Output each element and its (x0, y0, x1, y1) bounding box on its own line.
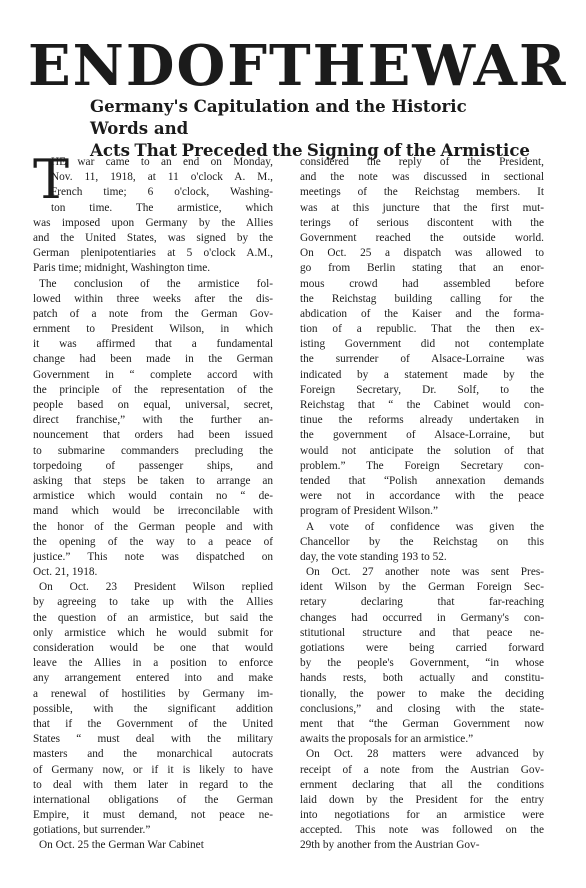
title-word: THE (268, 33, 413, 99)
text-line: of Germany now, or if it is likely to have (33, 763, 273, 776)
text-line: to deal with them later in regard to the (33, 778, 273, 791)
text-line: accepted. This note was followed on the (300, 824, 544, 837)
text-line: a renewal of hostilities by Germany im- (33, 687, 273, 700)
text-line: the opening of the way to a peace of (33, 535, 273, 548)
text-line: the surrender of Alsace-Lorraine was (300, 353, 544, 366)
text-line: awaits the proposals for an armistice.” (300, 733, 474, 746)
text-line: justice.” This note was dispatched on (33, 550, 273, 563)
text-line: considered the reply of the President, (300, 156, 544, 168)
text-line: into negotiations for an armistice were (300, 809, 544, 822)
text-line: only armistice which he would submit for (33, 626, 273, 639)
text-line: direct franchise,” with the further an- (33, 414, 273, 427)
text-line: terings of serious discontent with the (300, 216, 544, 229)
text-line: On Oct. 28 matters were advanced by (306, 748, 544, 761)
text-line: tion of a republic. That the then ex- (300, 323, 544, 336)
subtitle-word: That (134, 140, 178, 160)
text-line: to submarine commanders precluding the (33, 444, 273, 457)
text-line: any arrangement entered into and make (33, 672, 273, 685)
right-column (300, 155, 544, 854)
text-line: Oct. 21, 1918. (33, 566, 98, 579)
text-line: On Oct. 27 another note was sent Pres- (306, 566, 544, 579)
text-line: Paris time; midnight, Washington time. (33, 262, 211, 275)
text-line: mous crowd had assembled before (300, 277, 544, 290)
text-line: the Reichstag building calling for the (300, 292, 544, 305)
text-line: meetings of the Reichstag members. It (300, 186, 544, 199)
text-line: was at this juncture that the first mut- (300, 201, 544, 214)
text-line: States “ must deal with the military (33, 733, 273, 746)
drop-cap: T (33, 148, 70, 211)
text-line: hands rests, both actually and constitu- (300, 672, 544, 685)
text-line: French time; 6 o'clock, Washing- (51, 186, 273, 199)
text-line: Government in “ complete accord with (33, 368, 273, 381)
text-line: international obligations of the German (33, 793, 273, 806)
text-line: On Oct. 23 President Wilson replied (39, 581, 273, 594)
text-line: and the United States, was signed by the (33, 231, 273, 244)
text-line: ton time. The armistice, which (51, 201, 273, 214)
subtitle-line-1: Germany's Capitulation and the Historic Words and (90, 96, 467, 138)
text-line: masters and the monarchical autocrats (33, 748, 273, 761)
text-line: gotiations, but surrender.” (33, 824, 151, 837)
text-line: nouncement that orders had been issued (33, 429, 273, 442)
text-line: day, the vote standing 193 to 52. (300, 550, 447, 563)
text-line: go from Berlin stating that an enor- (300, 262, 544, 275)
text-line: was imposed upon Germany by the Allies (33, 216, 273, 229)
text-line: torpedoing of passenger ships, and (33, 459, 273, 472)
text-line: ernment declaring that all the conditions (300, 778, 544, 791)
text-line: the principle of the representation of the (33, 383, 273, 396)
text-line: tionally, the power to make the deciding (300, 687, 544, 700)
text-line: would not anticipate the solution of that (300, 444, 544, 457)
title-word: END (28, 33, 177, 99)
text-line: by the people's Government, “in whose (300, 657, 544, 670)
text-line: On Oct. 25 a dispatch was allowed to (300, 247, 544, 260)
text-line: A vote of confidence was given the (306, 520, 544, 533)
text-line: leave the Allies in a position to enforce (33, 657, 273, 670)
text-line: conclusions,” and closing with the state- (300, 702, 544, 715)
text-line: Chancellor by the Reichstag on this (300, 535, 544, 548)
page-title (28, 33, 568, 99)
text-line: change had been made in the German (33, 353, 273, 366)
text-line: German plenipotentiaries at 5 o'clock A.M., (33, 247, 273, 260)
text-line: Foreign Secretary, Dr. Solf, to the (300, 383, 544, 396)
text-line: On Oct. 25 the German War Cabinet (39, 839, 204, 852)
subtitle-word: the (272, 140, 303, 160)
text-line: indicated by a statement made by the (300, 368, 544, 381)
text-line: people based on equal, universal, secret, (33, 399, 273, 411)
text-line: the government of Alsace-Lorraine, but (300, 429, 544, 442)
subtitle-word: Acts (90, 140, 130, 160)
text-line: abdication of the Kaiser and the forma- (300, 307, 544, 320)
text-line: possible, with the significant addition (33, 702, 273, 715)
text-line: retary declaring that far-reaching (300, 596, 544, 609)
subtitle-word: the (405, 140, 437, 160)
text-line: lowed within three weeks after the dis- (33, 292, 273, 305)
title-word: OF (176, 33, 269, 99)
subtitle-word: Armistice (440, 140, 530, 160)
text-line: gotiations were being carried forward (300, 642, 544, 654)
text-line: HE war came to an end on Monday, (51, 156, 273, 168)
text-line: mand which would be irreconcilable with (33, 505, 273, 518)
subtitle (90, 95, 530, 161)
text-line: receipt of a note from the Austrian Gov- (300, 763, 544, 776)
text-line: isting Government did not contemplate (300, 338, 544, 351)
text-line: The conclusion of the armistice fol- (39, 277, 273, 290)
subtitle-word: Signing (306, 140, 379, 160)
text-line: ment that “the German Government now (300, 717, 544, 730)
text-line: Nov. 11, 1918, at 11 o'clock A. M., (51, 171, 273, 184)
text-line: and the note was discussed in sectional (300, 171, 544, 184)
text-line: Government reached the outside world. (300, 231, 544, 244)
text-line: tended that “Polish annexation demands (300, 474, 544, 487)
text-line: it was affirmed that a fundamental (33, 338, 273, 351)
text-line: changes had occurred in Germany's con- (300, 611, 544, 624)
text-line: ernment to President Wilson, in which (33, 323, 273, 336)
text-line: Empire, it must demand, not peace ne- (33, 809, 273, 822)
text-line: ident Wilson by the German Foreign Sec- (300, 581, 544, 594)
text-line: problem.” The Foreign Secretary con- (300, 459, 544, 472)
text-line: by agreeing to take up with the Allies (33, 596, 273, 609)
text-line: that if the Government of the United (33, 717, 273, 730)
text-line: program of President Wilson.” (300, 505, 439, 518)
text-line: were not in accordance with the peace (300, 490, 544, 503)
text-line: Reichstag that “ the Cabinet would con- (300, 399, 544, 411)
text-line: the question of an armistice, but said the (33, 611, 273, 624)
subtitle-word: Preceded (181, 140, 268, 160)
subtitle-word: of (383, 140, 402, 160)
text-line: stitutional structure and that peace ne- (300, 626, 544, 639)
text-line: consideration would be one that would (33, 642, 273, 654)
text-line: laid down by the President for the entry (300, 793, 544, 806)
text-line: armistice which would contain no “ de- (33, 490, 273, 503)
text-line: patch of a note from the German Gov- (33, 307, 273, 320)
text-line: the honor of the German people and with (33, 520, 273, 533)
text-line: 29th by another from the Austrian Gov- (300, 839, 480, 852)
text-line: asking that steps be taken to arrange an (33, 474, 273, 487)
title-word: WAR (412, 33, 568, 99)
text-line: tinue the reforms already undertaken in (300, 414, 544, 427)
